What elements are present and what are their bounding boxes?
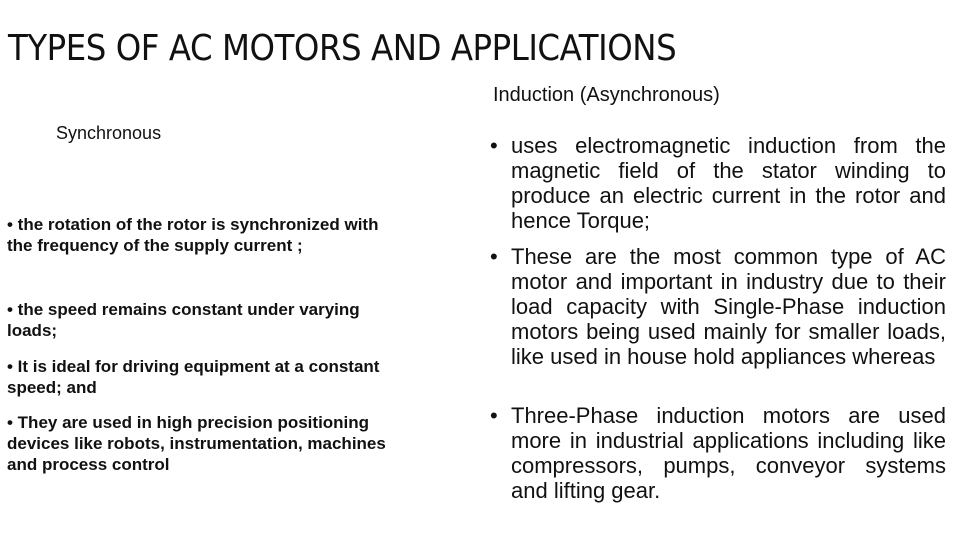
- induction-point-3: [490, 403, 946, 503]
- slide-title: TYPES OF AC MOTORS AND APPLICATIONS: [8, 28, 677, 69]
- synchronous-point-1: [7, 214, 399, 256]
- synchronous-point-3: [7, 356, 399, 398]
- induction-point-1: [490, 133, 946, 233]
- bullet-marker: •: [490, 244, 498, 269]
- bullet-marker: •: [490, 133, 498, 158]
- synchronous-point-4: [7, 412, 399, 475]
- bullet-marker: •: [490, 403, 498, 428]
- synchronous-point-2: [7, 299, 399, 341]
- synchronous-point-text: • the speed remains constant under varying loads;: [7, 300, 360, 340]
- induction-point-text: These are the most common type of AC motor and important in industry due to their load capacity with Single-Phase induction motors being used mainly for smaller loads, like used in house hold appliances whereas: [511, 244, 946, 369]
- induction-heading: Induction (Asynchronous): [493, 84, 720, 106]
- synchronous-point-text: • the rotation of the rotor is synchronized with the frequency of the supply current ;: [7, 215, 379, 255]
- induction-point-2: [490, 244, 946, 369]
- induction-point-text: uses electromagnetic induction from the magnetic field of the stator winding to produce an electric current in the rotor and hence Torque;: [511, 133, 946, 233]
- induction-point-text: Three-Phase induction motors are used more in industrial applications including like compressors, pumps, conveyor systems and lifting gear.: [511, 403, 946, 503]
- synchronous-point-text: • They are used in high precision positioning devices like robots, instrumentation, machines and process control: [7, 413, 386, 474]
- synchronous-heading: Synchronous: [56, 123, 162, 143]
- synchronous-point-text: • It is ideal for driving equipment at a constant speed; and: [7, 357, 380, 397]
